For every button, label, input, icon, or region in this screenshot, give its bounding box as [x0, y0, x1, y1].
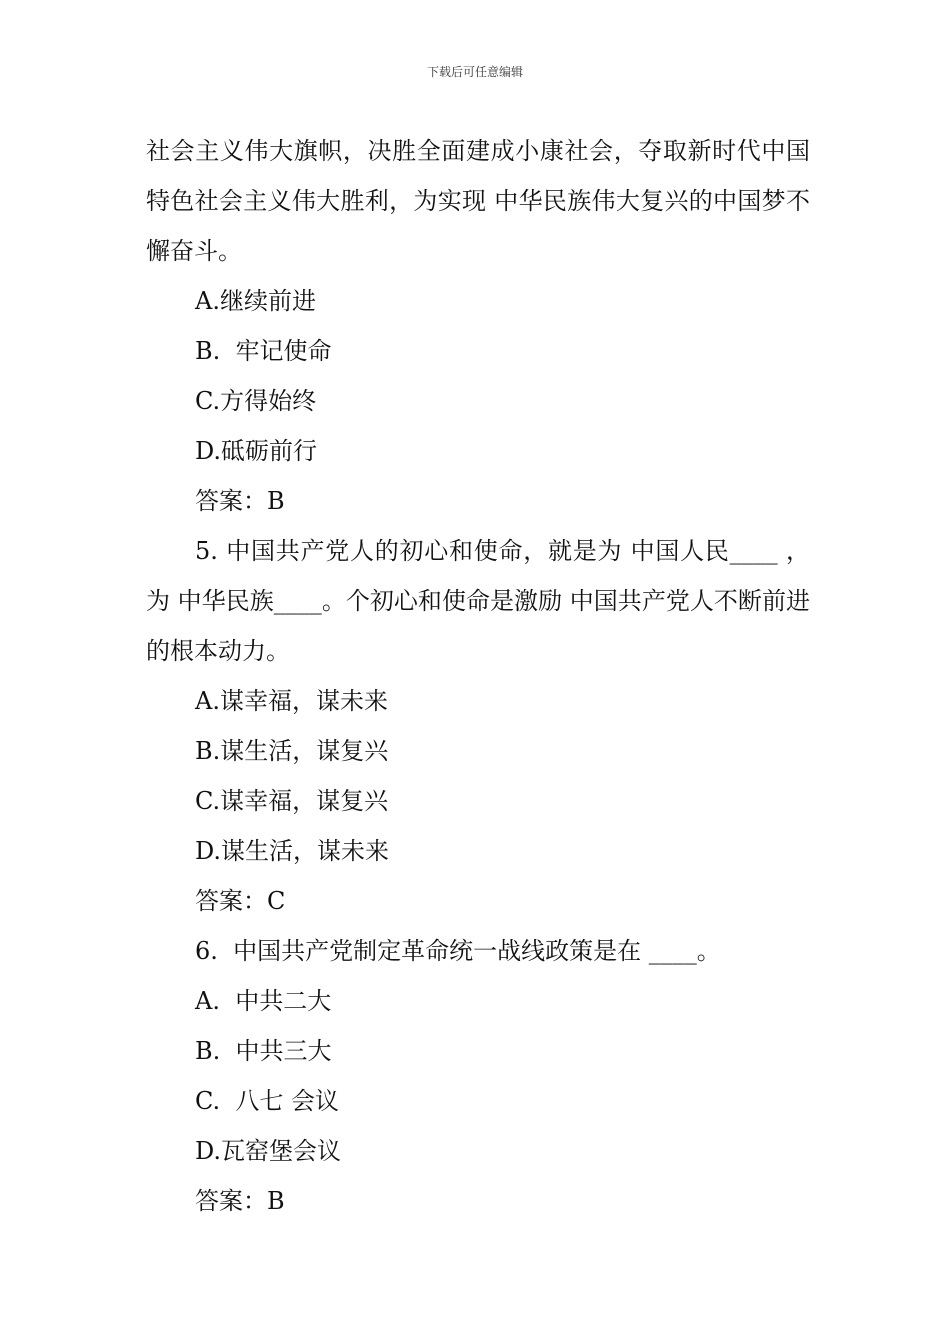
q6-question: 6. 中国共产党制定革命统一战线政策是在 ____。: [195, 937, 721, 965]
q5-option-d: D.谋生活，谋未来: [195, 837, 390, 865]
q5-option-b: B.谋生活，谋复兴: [195, 737, 389, 765]
page-header: 下载后可任意编辑: [426, 65, 523, 79]
q6-option-b: B. 中共三大: [195, 1037, 332, 1065]
q5-option-a: A.谋幸福，谋未来: [195, 687, 388, 715]
q4-option-c: C.方得始终: [195, 387, 317, 415]
q6-option-a: A. 中共二大: [195, 987, 332, 1015]
q4-option-b: B. 牢记使命: [195, 337, 332, 365]
q5-option-c: C.谋幸福，谋复兴: [195, 787, 389, 815]
q5-answer: 答案：C: [195, 887, 286, 915]
q4-option-a: A.继续前进: [195, 287, 316, 315]
q6-answer: 答案：B: [195, 1187, 285, 1215]
q6-option-d: D.瓦窑堡会议: [195, 1137, 342, 1165]
q5-question-text: 5. 中国共产党人的初心和使命，就是为 中国人民____ ，为 中华民族____。个初心和使命是激励 中国共产党人不断前进的根本动力。: [146, 537, 810, 665]
q5-question: [146, 526, 810, 676]
q4-answer: 答案：B: [195, 487, 285, 515]
q4-option-d: D.砥砺前行: [195, 437, 318, 465]
q6-option-c: C. 八七 会议: [195, 1087, 340, 1115]
document-body: [146, 126, 810, 1226]
intro-paragraph: 社会主义伟大旗帜，决胜全面建成小康社会，夺取新时代中国特色社会主义伟大胜利，为实现 中华民族伟大复兴的中国梦不懈奋斗。: [146, 137, 810, 265]
